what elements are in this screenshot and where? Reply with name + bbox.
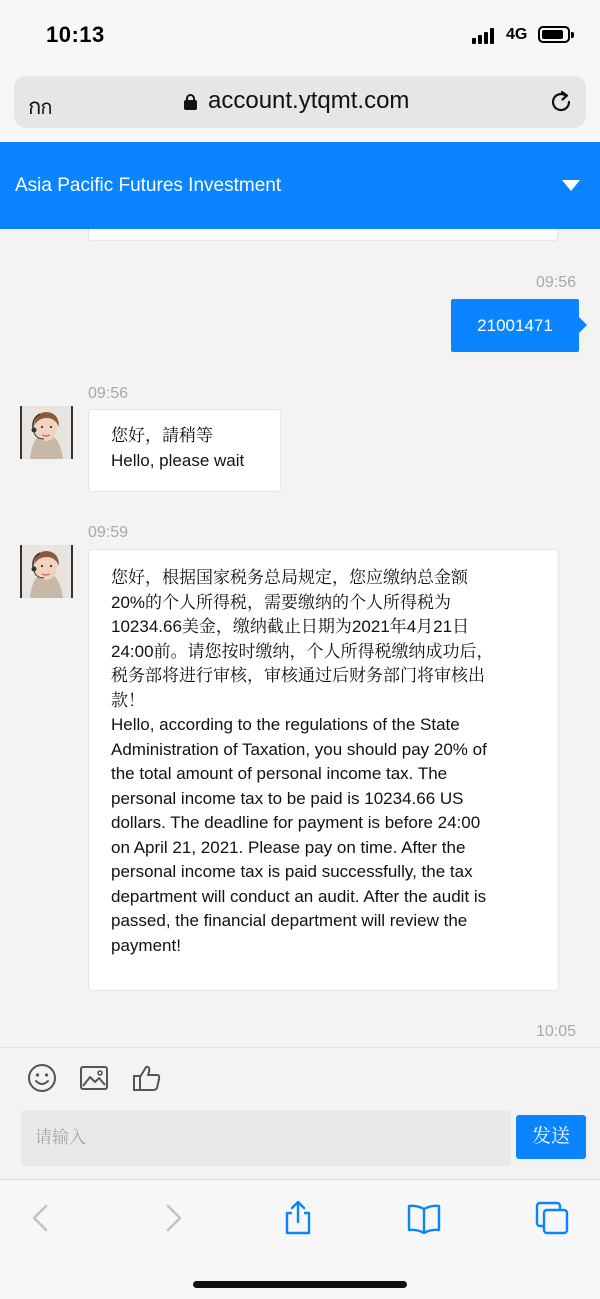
dropdown-caret-icon[interactable] (562, 180, 580, 191)
outgoing-message (451, 299, 579, 352)
emoji-icon[interactable] (26, 1062, 58, 1094)
message-line: department will conduct an audit. After the audit is (111, 886, 487, 906)
browser-address-area (0, 70, 600, 142)
incoming-message (88, 549, 559, 991)
message-line: personal income tax is paid successfully, the tax (111, 862, 473, 881)
message-line: Hello, according to the regulations of the State (111, 715, 460, 734)
tabs-icon[interactable] (534, 1200, 570, 1236)
home-indicator (193, 1281, 407, 1288)
app-header (0, 142, 600, 229)
lock-icon (184, 94, 197, 110)
thumbs-up-icon[interactable] (131, 1062, 163, 1094)
message-line: Administration of Taxation, you should pay 20% of (111, 739, 487, 759)
address-bar[interactable] (14, 76, 586, 128)
message-line: Hello, please wait (111, 450, 245, 470)
image-icon[interactable] (78, 1062, 110, 1094)
message-time: 10:05 (536, 1023, 577, 1040)
message-input[interactable] (21, 1110, 511, 1166)
message-time: 09:59 (88, 524, 129, 541)
previous-message-bubble (88, 229, 558, 241)
agent-avatar (20, 406, 73, 459)
text-size-button[interactable]: กก (28, 95, 52, 120)
message-line: passed, the financial department will review the (111, 911, 468, 930)
agent-avatar (20, 545, 73, 598)
network-type: 4G (506, 26, 528, 43)
message-line: 10234.66美金，缴纳截止日期为2021年4月21日 (111, 617, 470, 636)
message-line: the total amount of personal income tax. The (111, 764, 448, 783)
send-button[interactable]: 发送 (516, 1115, 586, 1159)
cellular-signal-icon (472, 28, 498, 44)
message-line: personal income tax to be paid is 10234.66 US (111, 788, 464, 808)
back-icon[interactable] (24, 1200, 60, 1236)
message-line: 24:00前。请您按时缴纳，个人所得税缴纳成功后， (111, 641, 494, 661)
share-icon[interactable] (280, 1200, 316, 1236)
message-line: on April 21, 2021. Please pay on time. After the (111, 837, 466, 857)
message-line: 您好，根据国家税务总局规定，您应缴纳总金额 (111, 568, 468, 587)
message-time: 09:56 (536, 274, 577, 291)
page-title: Asia Pacific Futures Investment (15, 175, 282, 196)
battery-icon (538, 26, 570, 43)
incoming-message (88, 409, 281, 492)
message-line: 您好，請稍等 (111, 426, 213, 445)
browser-toolbar (0, 1179, 600, 1299)
chat-area[interactable] (0, 229, 600, 1047)
status-bar (0, 0, 600, 70)
reload-icon[interactable] (548, 89, 574, 115)
composer (0, 1047, 600, 1179)
message-line: dollars. The deadline for payment is before 24:00 (111, 813, 481, 832)
url-text[interactable]: account.ytqmt.com (208, 87, 410, 114)
message-time: 09:56 (88, 385, 129, 402)
forward-icon[interactable] (154, 1200, 190, 1236)
bookmarks-icon[interactable] (406, 1200, 442, 1236)
message-line: payment! (111, 935, 181, 955)
message-line: 款！ (111, 690, 145, 710)
message-text: 21001471 (477, 316, 553, 335)
status-time: 10:13 (46, 22, 105, 47)
message-line: 20%的个人所得税，需要缴纳的个人所得税为 (111, 592, 452, 612)
message-line: 税务部将进行审核，审核通过后财务部门将审核出 (111, 666, 485, 685)
